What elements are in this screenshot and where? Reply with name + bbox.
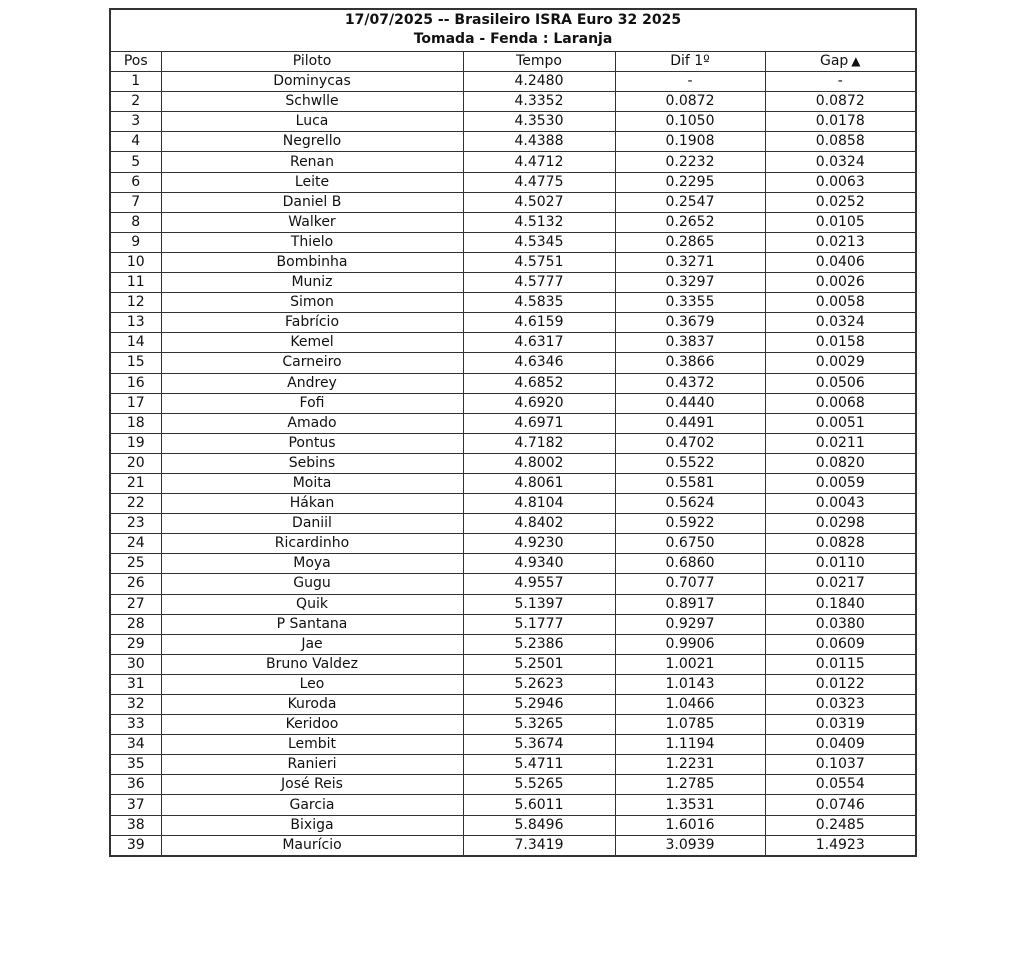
- cell-tempo: 4.3530: [463, 112, 615, 132]
- table-row: [110, 453, 916, 473]
- cell-gap: -: [765, 72, 916, 92]
- cell-tempo: 4.4712: [463, 152, 615, 172]
- cell-gap: 0.2485: [765, 815, 916, 835]
- cell-gap: 0.0324: [765, 152, 916, 172]
- cell-dif: -: [615, 72, 765, 92]
- table-row: [110, 735, 916, 755]
- cell-pos: 29: [110, 634, 161, 654]
- cell-gap: 0.0252: [765, 192, 916, 212]
- cell-pos: 13: [110, 313, 161, 333]
- table-row: [110, 695, 916, 715]
- cell-piloto: Lembit: [161, 735, 463, 755]
- cell-tempo: 4.8061: [463, 473, 615, 493]
- cell-piloto: P Santana: [161, 614, 463, 634]
- cell-gap: 0.0323: [765, 695, 916, 715]
- cell-pos: 35: [110, 755, 161, 775]
- gap-label: Gap: [819, 53, 849, 70]
- cell-tempo: 4.6852: [463, 373, 615, 393]
- cell-piloto: Moya: [161, 554, 463, 574]
- cell-piloto: Thielo: [161, 232, 463, 252]
- cell-dif: 1.0466: [615, 695, 765, 715]
- cell-tempo: 4.7182: [463, 433, 615, 453]
- cell-dif: 1.6016: [615, 815, 765, 835]
- cell-tempo: 4.5835: [463, 293, 615, 313]
- cell-tempo: 5.3674: [463, 735, 615, 755]
- cell-pos: 18: [110, 413, 161, 433]
- cell-gap: 0.0029: [765, 353, 916, 373]
- table-row: [110, 152, 916, 172]
- cell-gap: 0.0026: [765, 273, 916, 293]
- cell-tempo: 4.9230: [463, 534, 615, 554]
- table-row: [110, 594, 916, 614]
- cell-tempo: 4.5777: [463, 273, 615, 293]
- cell-tempo: 5.2386: [463, 634, 615, 654]
- table-row: [110, 373, 916, 393]
- column-header-gap[interactable]: [765, 52, 916, 72]
- cell-gap: 0.0858: [765, 132, 916, 152]
- cell-dif: 1.3531: [615, 795, 765, 815]
- table-row: [110, 92, 916, 112]
- cell-pos: 30: [110, 654, 161, 674]
- cell-dif: 0.6750: [615, 534, 765, 554]
- table-row: [110, 795, 916, 815]
- cell-gap: 0.0213: [765, 232, 916, 252]
- cell-piloto: Quik: [161, 594, 463, 614]
- cell-tempo: 4.6159: [463, 313, 615, 333]
- cell-dif: 0.2865: [615, 232, 765, 252]
- cell-piloto: Walker: [161, 212, 463, 232]
- table-row: [110, 574, 916, 594]
- cell-pos: 6: [110, 172, 161, 192]
- cell-pos: 12: [110, 293, 161, 313]
- cell-piloto: Amado: [161, 413, 463, 433]
- cell-piloto: Kemel: [161, 333, 463, 353]
- table-row: [110, 554, 916, 574]
- cell-dif: 0.1908: [615, 132, 765, 152]
- cell-pos: 37: [110, 795, 161, 815]
- table-row: [110, 775, 916, 795]
- table-row: [110, 534, 916, 554]
- cell-dif: 1.2231: [615, 755, 765, 775]
- table-row: [110, 293, 916, 313]
- cell-piloto: Daniel B: [161, 192, 463, 212]
- cell-dif: 0.8917: [615, 594, 765, 614]
- cell-tempo: 7.3419: [463, 835, 615, 856]
- cell-gap: 0.0409: [765, 735, 916, 755]
- cell-piloto: Schwlle: [161, 92, 463, 112]
- cell-dif: 1.0785: [615, 715, 765, 735]
- cell-pos: 21: [110, 473, 161, 493]
- cell-pos: 19: [110, 433, 161, 453]
- table-row: [110, 172, 916, 192]
- cell-piloto: Andrey: [161, 373, 463, 393]
- cell-piloto: Fabrício: [161, 313, 463, 333]
- cell-pos: 20: [110, 453, 161, 473]
- cell-gap: 0.0406: [765, 252, 916, 272]
- table-row: [110, 353, 916, 373]
- cell-pos: 38: [110, 815, 161, 835]
- cell-dif: 1.0143: [615, 674, 765, 694]
- cell-tempo: 4.3352: [463, 92, 615, 112]
- cell-piloto: Ricardinho: [161, 534, 463, 554]
- cell-piloto: Dominycas: [161, 72, 463, 92]
- cell-gap: 0.0324: [765, 313, 916, 333]
- cell-pos: 9: [110, 232, 161, 252]
- cell-pos: 5: [110, 152, 161, 172]
- cell-tempo: 4.9557: [463, 574, 615, 594]
- column-header-row: [110, 52, 916, 72]
- cell-pos: 31: [110, 674, 161, 694]
- table-row: [110, 835, 916, 856]
- cell-gap: 0.1037: [765, 755, 916, 775]
- cell-tempo: 5.4711: [463, 755, 615, 775]
- cell-tempo: 4.8104: [463, 494, 615, 514]
- cell-piloto: Jae: [161, 634, 463, 654]
- table-row: [110, 132, 916, 152]
- cell-pos: 26: [110, 574, 161, 594]
- table-row: [110, 72, 916, 92]
- cell-tempo: 4.2480: [463, 72, 615, 92]
- table-row: [110, 393, 916, 413]
- title-event: 17/07/2025 -- Brasileiro ISRA Euro 32 2025: [344, 12, 682, 28]
- cell-dif: 0.2232: [615, 152, 765, 172]
- table-row: [110, 112, 916, 132]
- cell-dif: 0.3355: [615, 293, 765, 313]
- cell-dif: 0.5522: [615, 453, 765, 473]
- cell-pos: 34: [110, 735, 161, 755]
- table-row: [110, 252, 916, 272]
- table-row: [110, 433, 916, 453]
- cell-piloto: Negrello: [161, 132, 463, 152]
- cell-dif: 0.6860: [615, 554, 765, 574]
- cell-piloto: Kuroda: [161, 695, 463, 715]
- cell-gap: 0.0828: [765, 534, 916, 554]
- cell-piloto: Leo: [161, 674, 463, 694]
- cell-gap: 0.0051: [765, 413, 916, 433]
- cell-dif: 0.3271: [615, 252, 765, 272]
- results-body: [110, 72, 916, 856]
- cell-pos: 33: [110, 715, 161, 735]
- cell-gap: 0.0058: [765, 293, 916, 313]
- cell-gap: 0.0158: [765, 333, 916, 353]
- cell-pos: 25: [110, 554, 161, 574]
- cell-dif: 0.4491: [615, 413, 765, 433]
- cell-piloto: Gugu: [161, 574, 463, 594]
- table-row: [110, 755, 916, 775]
- cell-gap: 0.0554: [765, 775, 916, 795]
- table-row: [110, 654, 916, 674]
- cell-tempo: 5.2946: [463, 695, 615, 715]
- cell-tempo: 5.8496: [463, 815, 615, 835]
- cell-tempo: 5.2623: [463, 674, 615, 694]
- cell-dif: 0.3837: [615, 333, 765, 353]
- cell-gap: 0.0115: [765, 654, 916, 674]
- cell-dif: 0.4372: [615, 373, 765, 393]
- cell-piloto: Keridoo: [161, 715, 463, 735]
- column-header-tempo[interactable]: Tempo: [463, 52, 615, 72]
- cell-tempo: 4.5027: [463, 192, 615, 212]
- cell-gap: 0.0068: [765, 393, 916, 413]
- cell-tempo: 5.3265: [463, 715, 615, 735]
- cell-dif: 0.7077: [615, 574, 765, 594]
- cell-piloto: Bruno Valdez: [161, 654, 463, 674]
- cell-pos: 7: [110, 192, 161, 212]
- cell-gap: 0.0820: [765, 453, 916, 473]
- cell-tempo: 4.4775: [463, 172, 615, 192]
- table-row: [110, 473, 916, 493]
- cell-piloto: Carneiro: [161, 353, 463, 373]
- cell-pos: 8: [110, 212, 161, 232]
- cell-dif: 3.0939: [615, 835, 765, 856]
- cell-dif: 0.9297: [615, 614, 765, 634]
- cell-pos: 4: [110, 132, 161, 152]
- table-row: [110, 815, 916, 835]
- cell-pos: 24: [110, 534, 161, 554]
- title-category: Tomada - Fenda : Laranja: [413, 31, 613, 47]
- cell-pos: 1: [110, 72, 161, 92]
- cell-piloto: José Reis: [161, 775, 463, 795]
- cell-dif: 0.5922: [615, 514, 765, 534]
- cell-tempo: 5.1777: [463, 614, 615, 634]
- cell-pos: 32: [110, 695, 161, 715]
- cell-dif: 0.4440: [615, 393, 765, 413]
- table-row: [110, 634, 916, 654]
- cell-gap: 0.0059: [765, 473, 916, 493]
- results-table: [109, 8, 917, 857]
- cell-piloto: Hákan: [161, 494, 463, 514]
- cell-pos: 28: [110, 614, 161, 634]
- cell-tempo: 4.9340: [463, 554, 615, 574]
- column-header-dif[interactable]: Dif 1º: [615, 52, 765, 72]
- cell-gap: 0.0217: [765, 574, 916, 594]
- cell-pos: 27: [110, 594, 161, 614]
- cell-piloto: Bombinha: [161, 252, 463, 272]
- cell-dif: 0.4702: [615, 433, 765, 453]
- table-row: [110, 212, 916, 232]
- cell-tempo: 4.4388: [463, 132, 615, 152]
- cell-dif: 0.9906: [615, 634, 765, 654]
- cell-piloto: Muniz: [161, 273, 463, 293]
- cell-pos: 3: [110, 112, 161, 132]
- cell-tempo: 4.8002: [463, 453, 615, 473]
- cell-tempo: 5.5265: [463, 775, 615, 795]
- cell-gap: 0.0105: [765, 212, 916, 232]
- cell-tempo: 4.6317: [463, 333, 615, 353]
- cell-pos: 17: [110, 393, 161, 413]
- cell-tempo: 5.6011: [463, 795, 615, 815]
- cell-tempo: 5.2501: [463, 654, 615, 674]
- cell-tempo: 4.8402: [463, 514, 615, 534]
- cell-pos: 39: [110, 835, 161, 856]
- cell-pos: 14: [110, 333, 161, 353]
- cell-piloto: Luca: [161, 112, 463, 132]
- cell-dif: 0.0872: [615, 92, 765, 112]
- cell-dif: 0.5624: [615, 494, 765, 514]
- cell-piloto: Daniil: [161, 514, 463, 534]
- cell-dif: 0.2295: [615, 172, 765, 192]
- cell-tempo: 4.5751: [463, 252, 615, 272]
- table-row: [110, 313, 916, 333]
- table-row: [110, 413, 916, 433]
- cell-gap: 0.0211: [765, 433, 916, 453]
- cell-gap: 0.0178: [765, 112, 916, 132]
- table-row: [110, 715, 916, 735]
- column-header-piloto[interactable]: Piloto: [161, 52, 463, 72]
- cell-tempo: 4.6971: [463, 413, 615, 433]
- sort-ascending-icon[interactable]: ▲: [851, 54, 861, 69]
- cell-dif: 0.3297: [615, 273, 765, 293]
- table-row: [110, 674, 916, 694]
- title-row: [110, 9, 916, 52]
- cell-gap: 0.0746: [765, 795, 916, 815]
- cell-piloto: Sebins: [161, 453, 463, 473]
- cell-gap: 0.0298: [765, 514, 916, 534]
- cell-dif: 0.3866: [615, 353, 765, 373]
- cell-pos: 11: [110, 273, 161, 293]
- cell-dif: 1.2785: [615, 775, 765, 795]
- cell-gap: 0.0043: [765, 494, 916, 514]
- cell-piloto: Fofi: [161, 393, 463, 413]
- cell-tempo: 4.6346: [463, 353, 615, 373]
- cell-tempo: 4.6920: [463, 393, 615, 413]
- cell-gap: 0.1840: [765, 594, 916, 614]
- cell-pos: 2: [110, 92, 161, 112]
- table-row: [110, 494, 916, 514]
- cell-piloto: Ranieri: [161, 755, 463, 775]
- cell-dif: 1.1194: [615, 735, 765, 755]
- table-row: [110, 192, 916, 212]
- table-title: [110, 9, 916, 52]
- cell-piloto: Garcia: [161, 795, 463, 815]
- cell-piloto: Renan: [161, 152, 463, 172]
- cell-gap: 0.0380: [765, 614, 916, 634]
- cell-piloto: Pontus: [161, 433, 463, 453]
- cell-gap: 0.0609: [765, 634, 916, 654]
- cell-gap: 0.0122: [765, 674, 916, 694]
- column-header-pos[interactable]: Pos: [110, 52, 161, 72]
- table-row: [110, 614, 916, 634]
- cell-piloto: Bixiga: [161, 815, 463, 835]
- cell-gap: 0.0110: [765, 554, 916, 574]
- cell-gap: 0.0506: [765, 373, 916, 393]
- table-row: [110, 273, 916, 293]
- cell-dif: 1.0021: [615, 654, 765, 674]
- table-row: [110, 333, 916, 353]
- cell-dif: 0.3679: [615, 313, 765, 333]
- cell-piloto: Leite: [161, 172, 463, 192]
- cell-pos: 16: [110, 373, 161, 393]
- cell-gap: 0.0872: [765, 92, 916, 112]
- cell-gap: 1.4923: [765, 835, 916, 856]
- cell-pos: 10: [110, 252, 161, 272]
- cell-tempo: 4.5132: [463, 212, 615, 232]
- cell-piloto: Simon: [161, 293, 463, 313]
- cell-pos: 23: [110, 514, 161, 534]
- table-row: [110, 232, 916, 252]
- cell-tempo: 4.5345: [463, 232, 615, 252]
- cell-pos: 36: [110, 775, 161, 795]
- cell-gap: 0.0319: [765, 715, 916, 735]
- cell-pos: 15: [110, 353, 161, 373]
- cell-tempo: 5.1397: [463, 594, 615, 614]
- cell-pos: 22: [110, 494, 161, 514]
- cell-piloto: Maurício: [161, 835, 463, 856]
- cell-gap: 0.0063: [765, 172, 916, 192]
- cell-dif: 0.2547: [615, 192, 765, 212]
- table-row: [110, 514, 916, 534]
- cell-dif: 0.2652: [615, 212, 765, 232]
- cell-dif: 0.5581: [615, 473, 765, 493]
- cell-piloto: Moita: [161, 473, 463, 493]
- cell-dif: 0.1050: [615, 112, 765, 132]
